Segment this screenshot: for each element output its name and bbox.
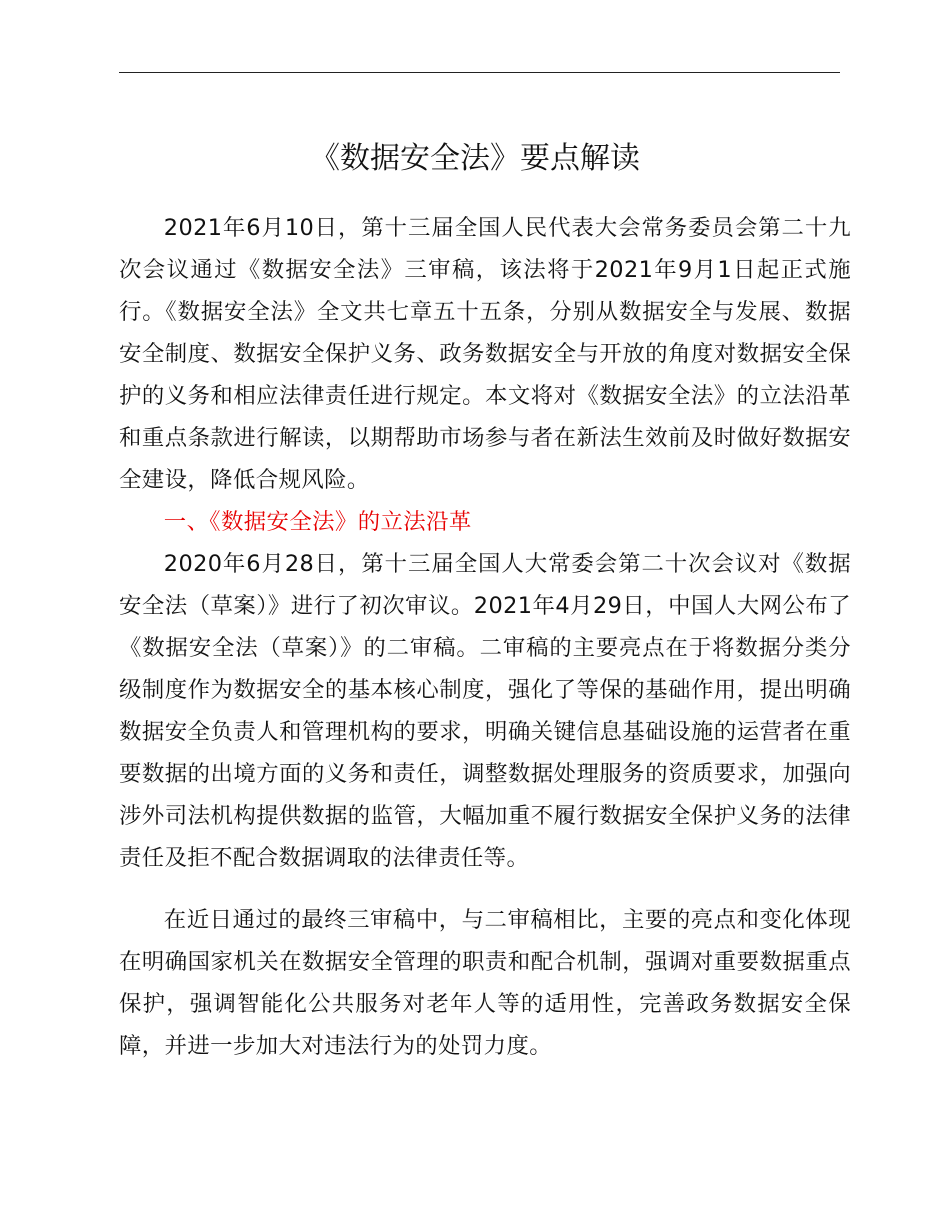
section-heading-legislative-history: 一、《数据安全法》的立法沿革: [163, 509, 472, 535]
paragraph-third-draft: 在近日通过的最终三审稿中，与二审稿相比，主要的亮点和变化体现在明确国家机关在数据安全管理的职责和配合机制，强调对重要数据重点保护，强调智能化公共服务对老年人等的适用性，完善政务数据安全保障，并进一步加大对违法行为的处罚力度。: [119, 907, 851, 1059]
document-title: 《数据安全法》要点解读: [310, 141, 640, 176]
paragraph-gap: [119, 879, 851, 899]
header-rule: [119, 72, 840, 73]
paragraph-second-draft: 2020年6月28日，第十三届全国人大常委会第二十次会议对《数据安全法（草案）》进行了初次审议。2021年4月29日，中国人大网公布了《数据安全法（草案）》的二审稿。二审稿的主要亮点在于将数据分类分级制度作为数据安全的基本核心制度，强化了等保的基础作用，提出明确数据安全负责人和管理机构的要求，明确关键信息基础设施的运营者在重要数据的出境方面的义务和责任，调整数据处理服务的资质要求，加强向涉外司法机构提供数据的监管，大幅加重不履行数据安全保护义务的法律责任及拒不配合数据调取的法律责任等。: [119, 551, 851, 871]
paragraph-intro: 2021年6月10日，第十三届全国人民代表大会常务委员会第二十九次会议通过《数据安全法》三审稿，该法将于2021年9月1日起正式施行。《数据安全法》全文共七章五十五条，分别从数据安全与发展、数据安全制度、数据安全保护义务、政务数据安全与开放的角度对数据安全保护的义务和相应法律责任进行规定。本文将对《数据安全法》的立法沿革和重点条款进行解读，以期帮助市场参与者在新法生效前及时做好数据安全建设，降低合规风险。: [119, 215, 851, 493]
document-body: [119, 207, 851, 1067]
